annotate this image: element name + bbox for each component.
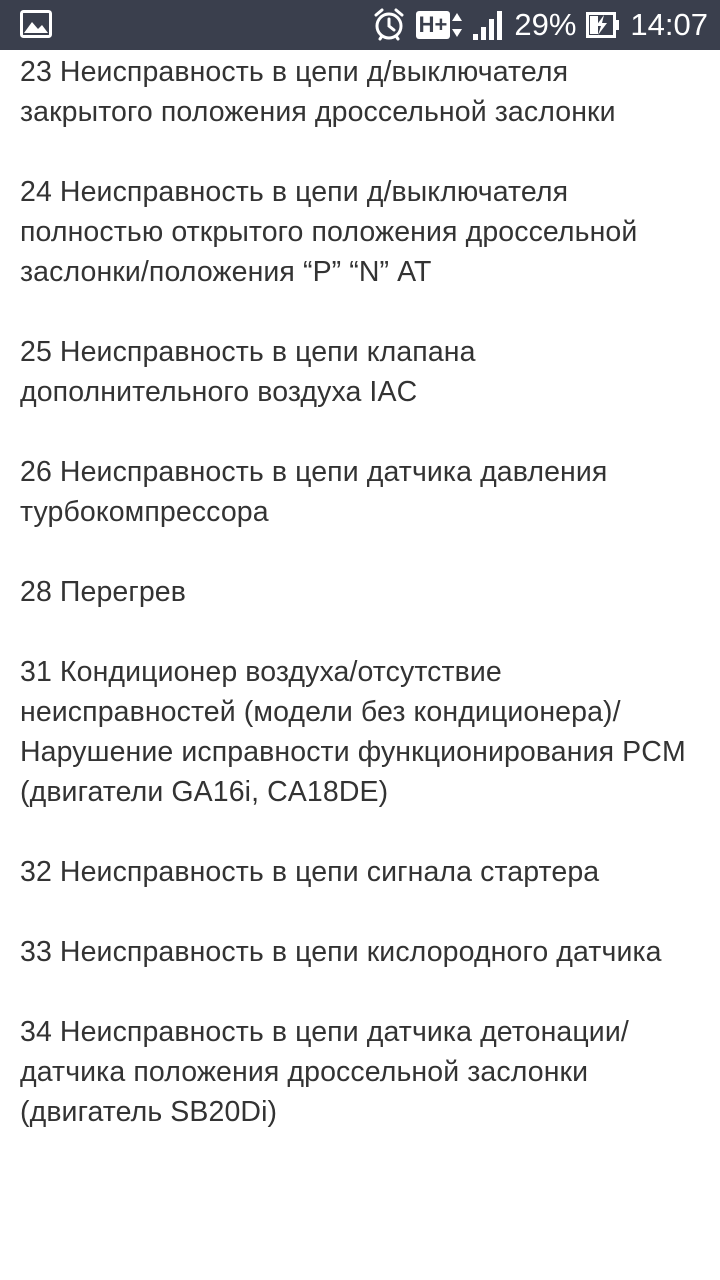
- document-content[interactable]: [0, 50, 720, 1280]
- battery-charging-icon: [586, 12, 620, 38]
- list-item: 34 Неисправность в цепи датчика детонации/датчика положения дроссельной заслонки (двигатель SB20Di): [20, 1016, 629, 1128]
- list-item: 24 Неисправность в цепи д/выключателя полностью открытого положения дроссельной заслонки/положения “P” “N” АТ: [20, 176, 638, 288]
- network-type-indicator: [416, 11, 463, 39]
- status-bar: [0, 0, 720, 50]
- clock: 14:07: [630, 7, 708, 42]
- list-item: 26 Неисправность в цепи датчика давления турбокомпрессора: [20, 456, 608, 528]
- list-item: 25 Неисправность в цепи клапана дополнительного воздуха IAC: [20, 336, 476, 408]
- alarm-icon: [372, 8, 406, 42]
- status-icons: [372, 0, 708, 50]
- list-item: 23 Неисправность в цепи д/выключателя закрытого положения дроссельной заслонки: [20, 56, 616, 128]
- network-type-label: H+: [416, 11, 451, 39]
- data-arrows-icon: [452, 11, 462, 39]
- list-item: 28 Перегрев: [20, 576, 186, 608]
- list-item: 31 Кондиционер воздуха/отсутствие неисправностей (модели без кондиционера)/Нарушение исправности функционирования PCM (двигатели GA16i, CA18DE): [20, 656, 686, 808]
- list-item: 32 Неисправность в цепи сигнала стартера: [20, 856, 600, 888]
- list-item: 33 Неисправность в цепи кислородного датчика: [20, 936, 662, 968]
- image-icon: [20, 10, 52, 38]
- signal-icon: [472, 10, 504, 40]
- battery-percent: 29%: [514, 7, 577, 42]
